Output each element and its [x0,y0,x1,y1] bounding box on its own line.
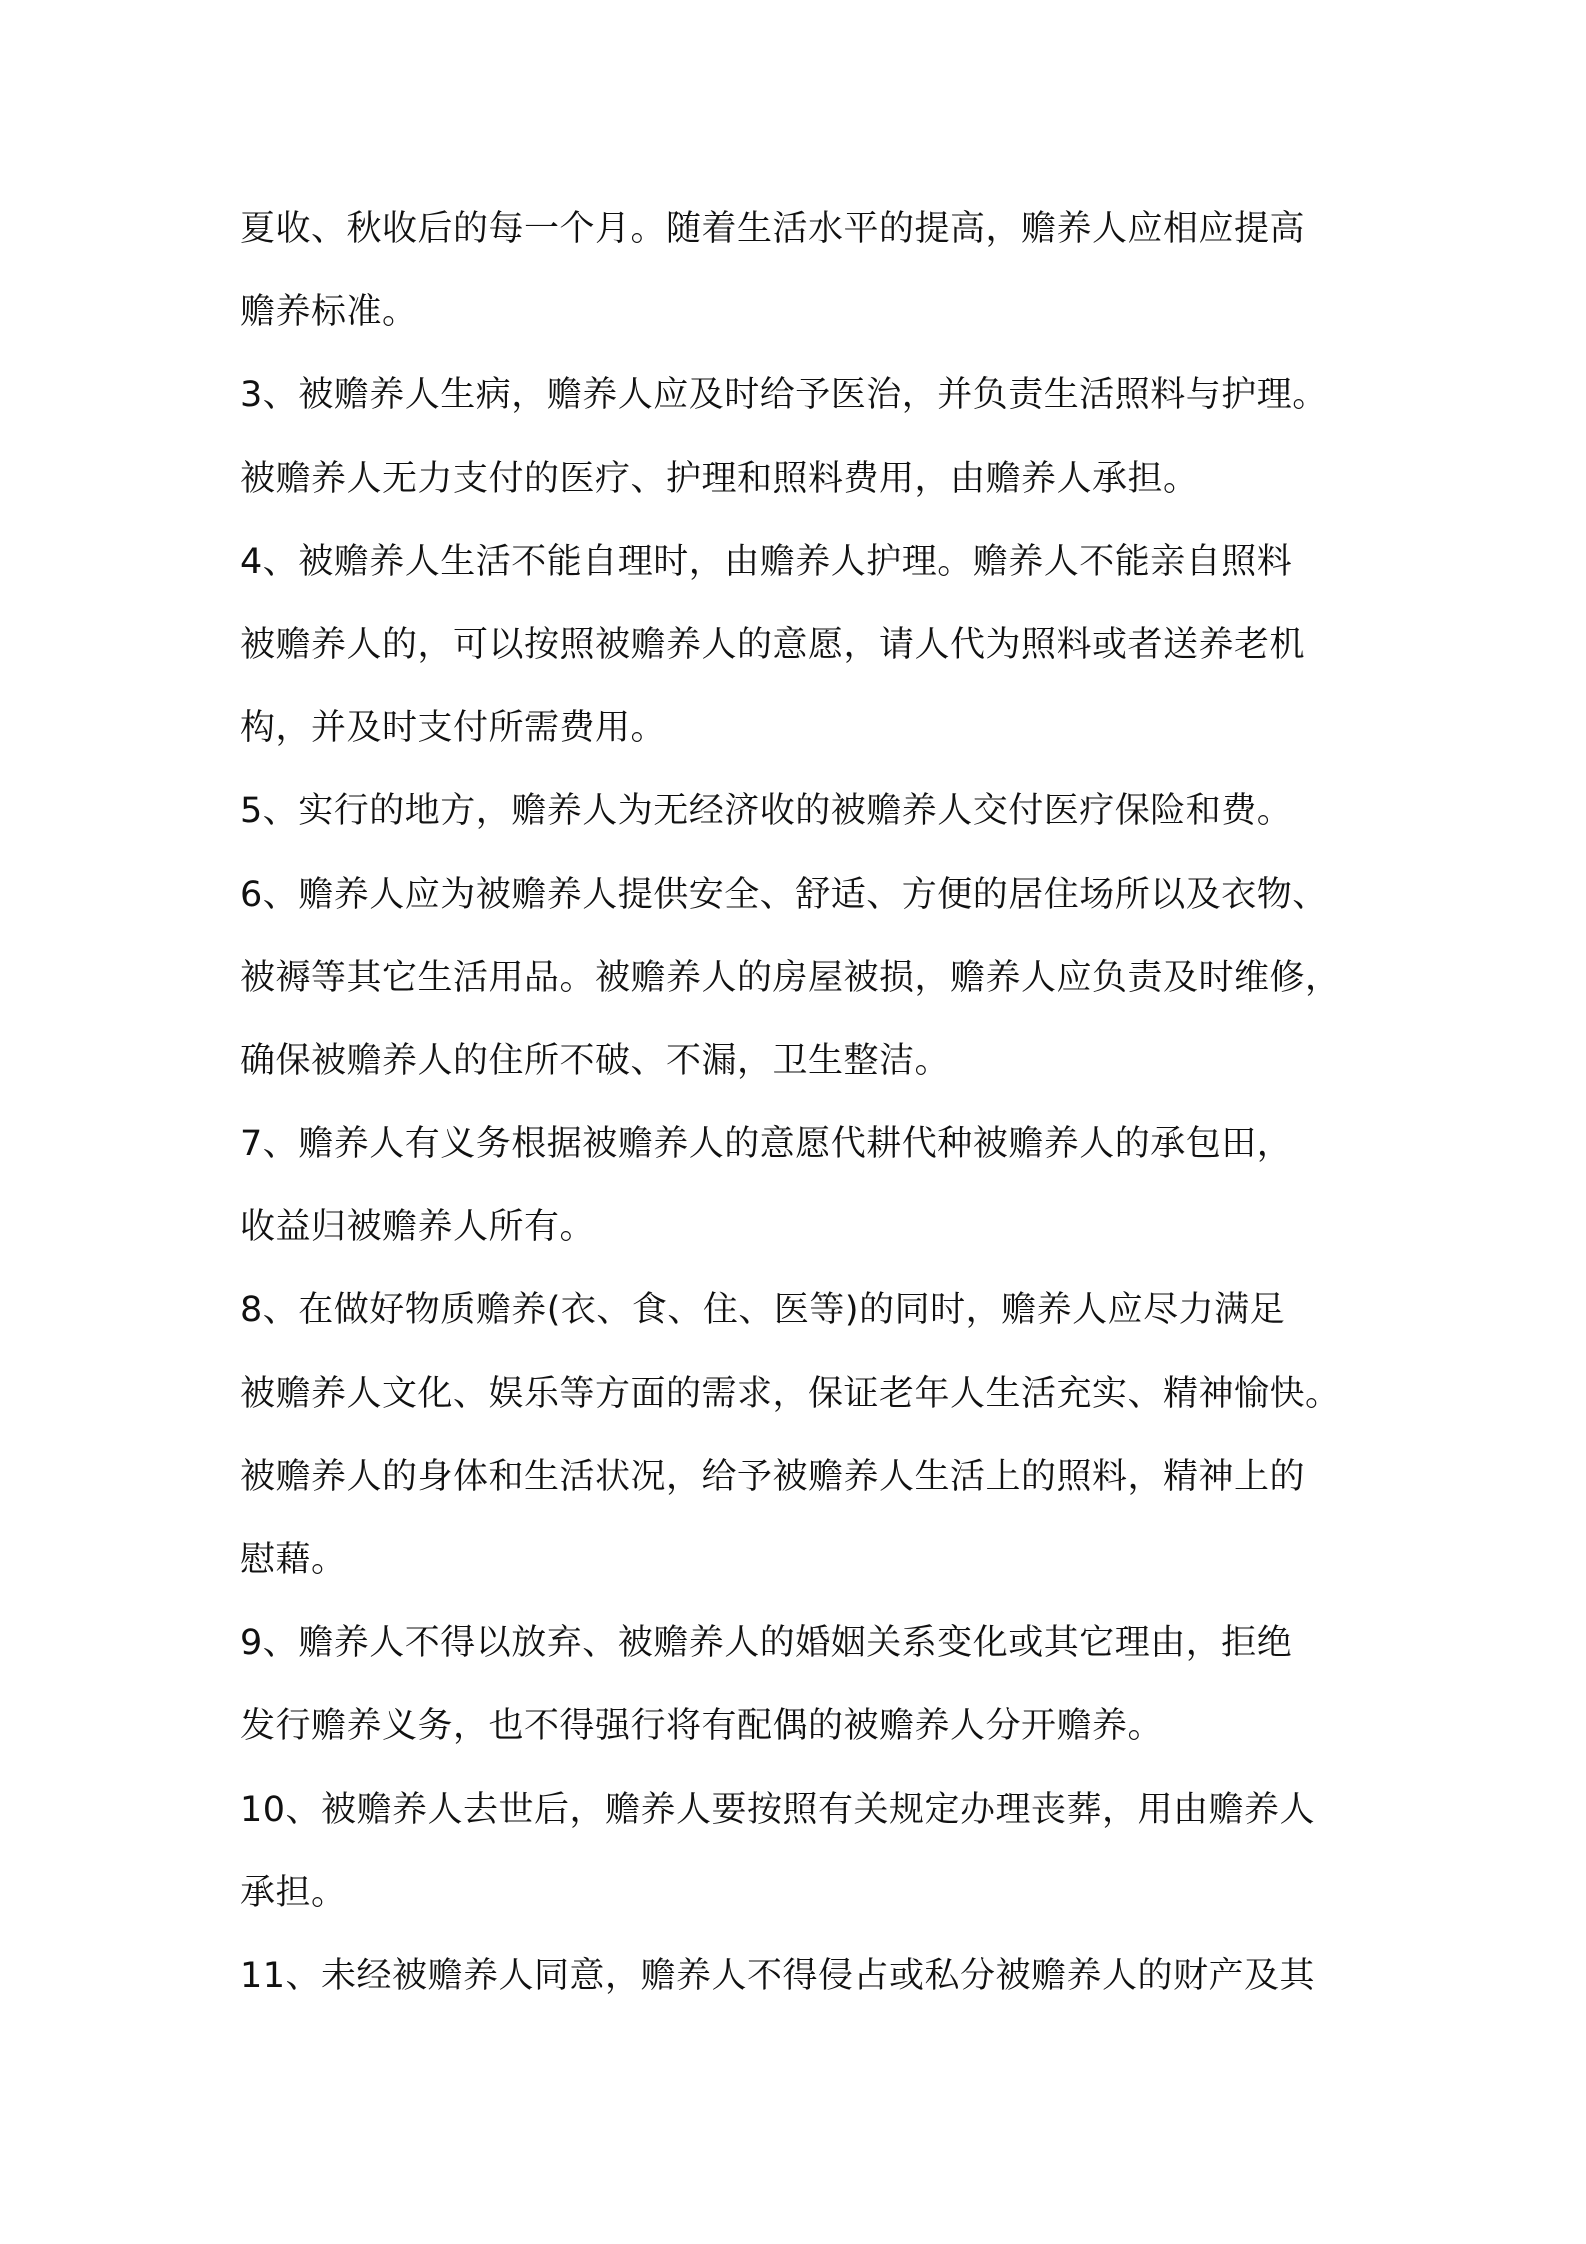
text-line: 6、赡养人应为被赡养人提供安全、舒适、方便的居住场所以及衣物、 [240,874,1328,915]
text-line: 确保被赡养人的住所不破、不漏，卫生整洁。 [240,1040,951,1081]
text-line: 10、被赡养人去世后，赡养人要按照有关规定办理丧葬，用由赡养人 [240,1789,1316,1830]
text-line: 8、在做好物质赡养(衣、食、住、医等)的同时，赡养人应尽力满足 [240,1290,1286,1331]
text-line: 11、未经被赡养人同意，赡养人不得侵占或私分被赡养人的财产及其 [240,1955,1316,1996]
text-line: 夏收、秋收后的每一个月。随着生活水平的提高，赡养人应相应提高 [240,209,1306,249]
text-line: 7、赡养人有义务根据被赡养人的意愿代耕代种被赡养人的承包田， [240,1124,1293,1165]
text-line: 被赡养人的，可以按照被赡养人的意愿，请人代为照料或者送养老机 [240,624,1306,665]
text-line: 被赡养人无力支付的医疗、护理和照料费用，由赡养人承担。 [240,458,1199,499]
text-line: 承担。 [240,1872,347,1913]
text-line: 慰藉。 [240,1540,347,1580]
text-line: 4、被赡养人生活不能自理时，由赡养人护理。赡养人不能亲自照料 [240,541,1293,582]
text-line: 发行赡养义务，也不得强行将有配偶的被赡养人分开赡养。 [240,1706,1164,1747]
text-line: 5、实行的地方，赡养人为无经济收的被赡养人交付医疗保险和费。 [240,791,1293,832]
text-line: 被赡养人文化、娱乐等方面的需求，保证老年人生活充实、精神愉快。 [240,1373,1341,1414]
text-line: 收益归被赡养人所有。 [240,1207,596,1248]
text-line: 9、赡养人不得以放弃、被赡养人的婚姻关系变化或其它理由，拒绝 [240,1623,1293,1664]
text-line: 构，并及时支付所需费用。 [240,708,667,749]
text-line: 赡养标准。 [240,292,418,333]
text-line: 3、被赡养人生病，赡养人应及时给予医治，并负责生活照料与护理。 [240,375,1328,416]
document-body [240,188,1355,2018]
text-line: 被褥等其它生活用品。被赡养人的房屋被损，赡养人应负责及时维修， [240,957,1341,998]
text-line: 被赡养人的身体和生活状况，给予被赡养人生活上的照料，精神上的 [240,1456,1306,1497]
